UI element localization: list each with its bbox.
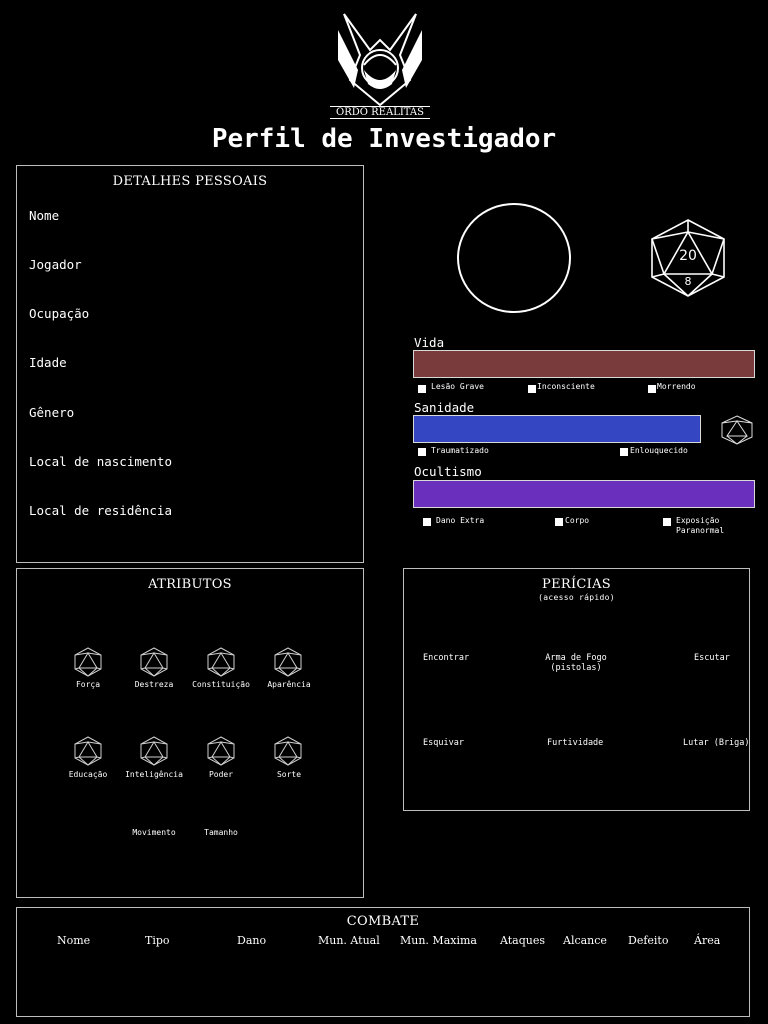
lesao-grave-checkbox[interactable] [418, 385, 426, 393]
exposicao-paranormal-label: Exposição Paranormal [676, 516, 725, 535]
small-d20-icon [720, 415, 754, 445]
ordo-realitas-emblem-icon [330, 10, 430, 120]
combat-panel [16, 907, 750, 1017]
personal-details-title: DETALHES PESSOAIS [112, 174, 268, 189]
skills-title: PERÍCIAS [542, 577, 611, 592]
attribute-d20-icon [139, 736, 169, 766]
vida-bar[interactable] [413, 350, 755, 378]
combat-header-tipo: Tipo [145, 934, 170, 947]
attr-poder: Poder [208, 770, 234, 779]
dice-destreza[interactable] [139, 647, 169, 677]
field-age[interactable]: Idade [29, 355, 67, 370]
dice-sorte[interactable] [273, 736, 303, 766]
attr-movimento: Movimento [132, 828, 176, 837]
attr-forca: Força [75, 680, 101, 689]
attribute-d20-icon [273, 647, 303, 677]
corpo-checkbox[interactable] [555, 518, 563, 526]
skill-esquivar[interactable]: Esquivar [423, 738, 464, 748]
field-player[interactable]: Jogador [29, 257, 82, 272]
combat-header-mun-atual: Mun. Atual [318, 934, 380, 947]
attr-destreza: Destreza [134, 680, 174, 689]
combat-header-ataques: Ataques [500, 934, 546, 947]
attribute-d20-icon [139, 647, 169, 677]
attr-educacao: Educação [68, 770, 108, 779]
dice-poder[interactable] [206, 736, 236, 766]
attribute-d20-icon [273, 736, 303, 766]
skill-arma-de-fogo[interactable]: Arma de Fogo (pistolas) [545, 653, 607, 673]
combat-header-nome: Nome [57, 934, 91, 947]
d20-dice[interactable] [648, 218, 728, 298]
exposicao-paranormal-checkbox[interactable] [663, 518, 671, 526]
combat-header-defeito: Defeito [628, 934, 669, 947]
traumatizado-checkbox[interactable] [418, 448, 426, 456]
combat-title: COMBATE [346, 914, 420, 929]
attribute-d20-icon [206, 736, 236, 766]
portrait-circle[interactable] [457, 203, 571, 313]
field-gender[interactable]: Gênero [29, 405, 75, 420]
skill-escutar[interactable]: Escutar [694, 653, 730, 663]
combat-header-alcance: Alcance [563, 934, 607, 947]
attributes-title: ATRIBUTOS [148, 577, 232, 592]
field-name[interactable]: Nome [29, 208, 60, 223]
page-title: Perfil de Investigador [211, 124, 557, 154]
logo-text: ORDO REALITAS [330, 106, 430, 119]
inconsciente-label: Inconsciente [537, 382, 595, 391]
morrendo-checkbox[interactable] [648, 385, 656, 393]
attr-aparencia: Aparência [267, 680, 311, 689]
field-birthplace[interactable]: Local de nascimento [29, 454, 172, 469]
ocultismo-bar[interactable] [413, 480, 755, 508]
attribute-d20-icon [73, 647, 103, 677]
dice-educacao[interactable] [73, 736, 103, 766]
attribute-d20-icon [206, 647, 236, 677]
skills-panel [403, 568, 750, 811]
skill-encontrar[interactable]: Encontrar [423, 653, 470, 663]
enlouquecido-label: Enlouquecido [630, 446, 688, 455]
personal-details-panel [16, 165, 364, 563]
attr-sorte: Sorte [276, 770, 302, 779]
field-residence[interactable]: Local de residência [29, 503, 172, 518]
attr-tamanho: Tamanho [204, 828, 238, 837]
sanidade-label: Sanidade [414, 400, 475, 415]
skill-lutar-briga[interactable]: Lutar (Briga) [683, 738, 750, 748]
combat-header-mun-maxima: Mun. Maxima [400, 934, 477, 947]
lesao-grave-label: Lesão Grave [431, 382, 484, 391]
dice-forca[interactable] [73, 647, 103, 677]
sanidade-bar[interactable] [413, 415, 701, 443]
logo [330, 10, 430, 120]
enlouquecido-checkbox[interactable] [620, 448, 628, 456]
field-occupation[interactable]: Ocupação [29, 306, 90, 321]
dice-constituicao[interactable] [206, 647, 236, 677]
traumatizado-label: Traumatizado [431, 446, 489, 455]
dice-aparencia[interactable] [273, 647, 303, 677]
dano-extra-checkbox[interactable] [423, 518, 431, 526]
attr-inteligencia: Inteligência [125, 770, 183, 779]
attributes-panel [16, 568, 364, 898]
attr-constituicao: Constituição [192, 680, 250, 689]
ocultismo-label: Ocultismo [414, 464, 482, 479]
skill-furtividade[interactable]: Furtividade [547, 738, 604, 748]
d20-bottom-number: 8 [684, 275, 692, 288]
combat-header-area: Área [694, 934, 721, 947]
dano-extra-label: Dano Extra [436, 516, 485, 525]
vida-label: Vida [414, 335, 445, 350]
inconsciente-checkbox[interactable] [528, 385, 536, 393]
d20-top-number: 20 [679, 248, 697, 264]
combat-header-dano: Dano [237, 934, 267, 947]
dice-inteligencia[interactable] [139, 736, 169, 766]
skills-subtitle: (acesso rápido) [538, 593, 615, 602]
morrendo-label: Morrendo [657, 382, 696, 391]
sanidade-dice[interactable] [720, 415, 754, 445]
attribute-d20-icon [73, 736, 103, 766]
corpo-label: Corpo [565, 516, 590, 525]
